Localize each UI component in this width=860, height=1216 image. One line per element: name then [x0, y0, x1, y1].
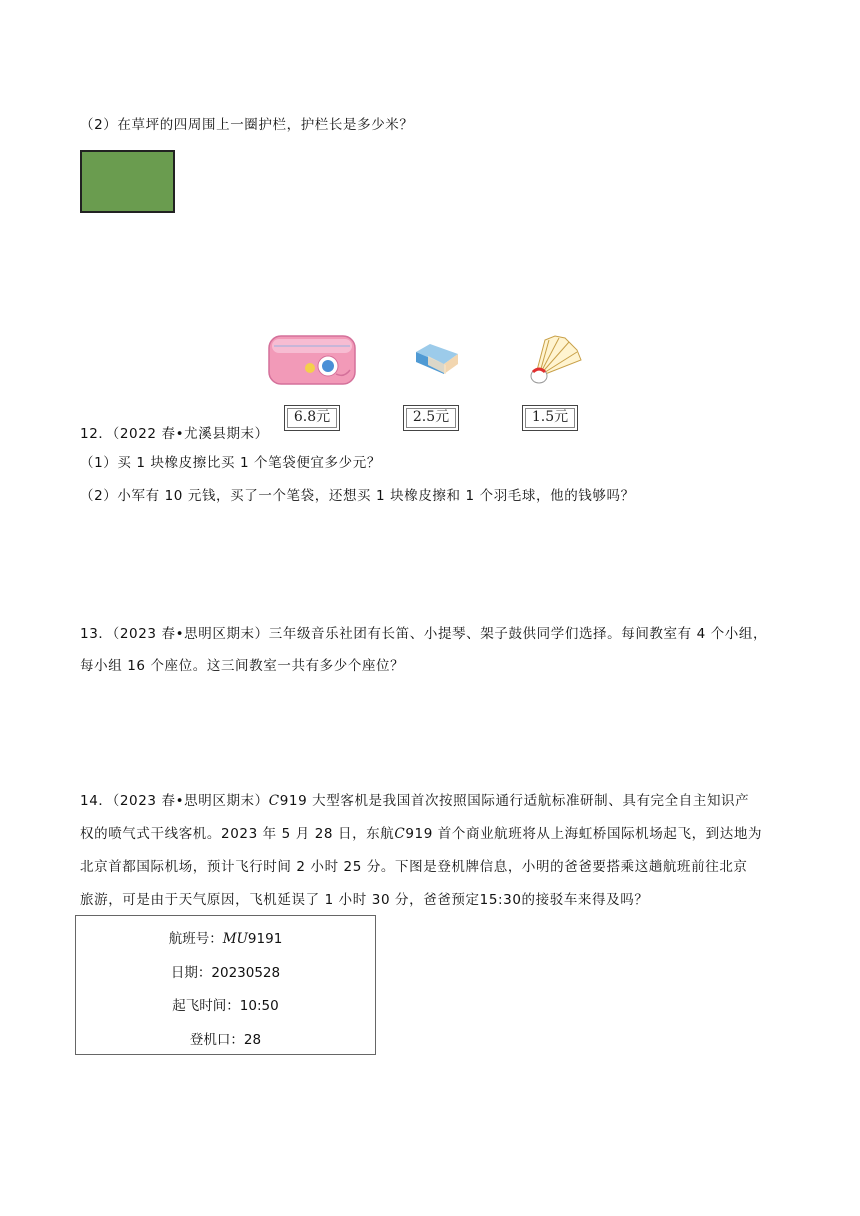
q14-line1 [80, 789, 749, 809]
q14-line1-rest: 919 大型客机是我国首次按照国际通行适航标准研制、具有完全自主知识产 [279, 793, 750, 809]
eraser-icon [412, 338, 462, 378]
q13-line2: 每小组 16 个座位。这三间教室一共有多少个座位？ [80, 658, 405, 674]
q12-header: 12．（2022 春•尤溪县期末） [80, 426, 269, 442]
departure-time: 起飞时间：10:50 [172, 998, 279, 1014]
q14-line3: 北京首都国际机场，预计飞行时间 2 小时 25 分。下图是登机牌信息，小明的爸爸要搭乘这趟航班前往北京 [80, 859, 748, 875]
q13-line1: 13．（2023 春•思明区期末）三年级音乐社团有长笛、小提琴、架子鼓供同学们选择。每间教室有 4 个小组， [80, 626, 768, 642]
price-tag-pencil-case: 6.8元 [284, 405, 340, 431]
pencil-case-icon [266, 330, 358, 388]
boarding-pass-box [75, 915, 376, 1055]
c919-italic: C [268, 793, 280, 809]
q14-header: 14．（2023 春•思明区期末） [80, 793, 269, 809]
q14-line4: 旅游，可是由于天气原因，飞机延误了 1 小时 30 分，爸爸预定15:30的接驳车来得及吗？ [80, 892, 649, 908]
q14-line2-rest: 919 首个商业航班将从上海虹桥国际机场起飞，到达地为 [405, 826, 763, 842]
lawn-rectangle [80, 150, 175, 213]
boarding-gate: 登机口：28 [189, 1032, 262, 1048]
price-tag-shuttlecock: 1.5元 [522, 405, 578, 431]
price-tag-eraser: 2.5元 [403, 405, 459, 431]
flight-number-label: 航班号： [168, 931, 223, 947]
c919-italic: C [394, 826, 406, 842]
shuttlecock-icon [525, 330, 585, 388]
q12-part2-text: （2）小军有 10 元钱，买了一个笔袋，还想买 1 块橡皮擦和 1 个羽毛球，他的钱够吗？ [80, 488, 635, 504]
flight-num: 9191 [247, 931, 283, 947]
q12-part1-text: （1）买 1 块橡皮擦比买 1 个笔袋便宜多少元？ [80, 455, 381, 471]
flight-number [76, 927, 375, 947]
flight-date: 日期：20230528 [170, 965, 281, 981]
flight-code: MU [222, 931, 248, 947]
q14-line2 [80, 822, 762, 842]
q11-part2-text: （2）在草坪的四周围上一圈护栏，护栏长是多少米？ [80, 117, 414, 133]
q14-line2-start: 权的喷气式干线客机。2023 年 5 月 28 日，东航 [80, 826, 395, 842]
